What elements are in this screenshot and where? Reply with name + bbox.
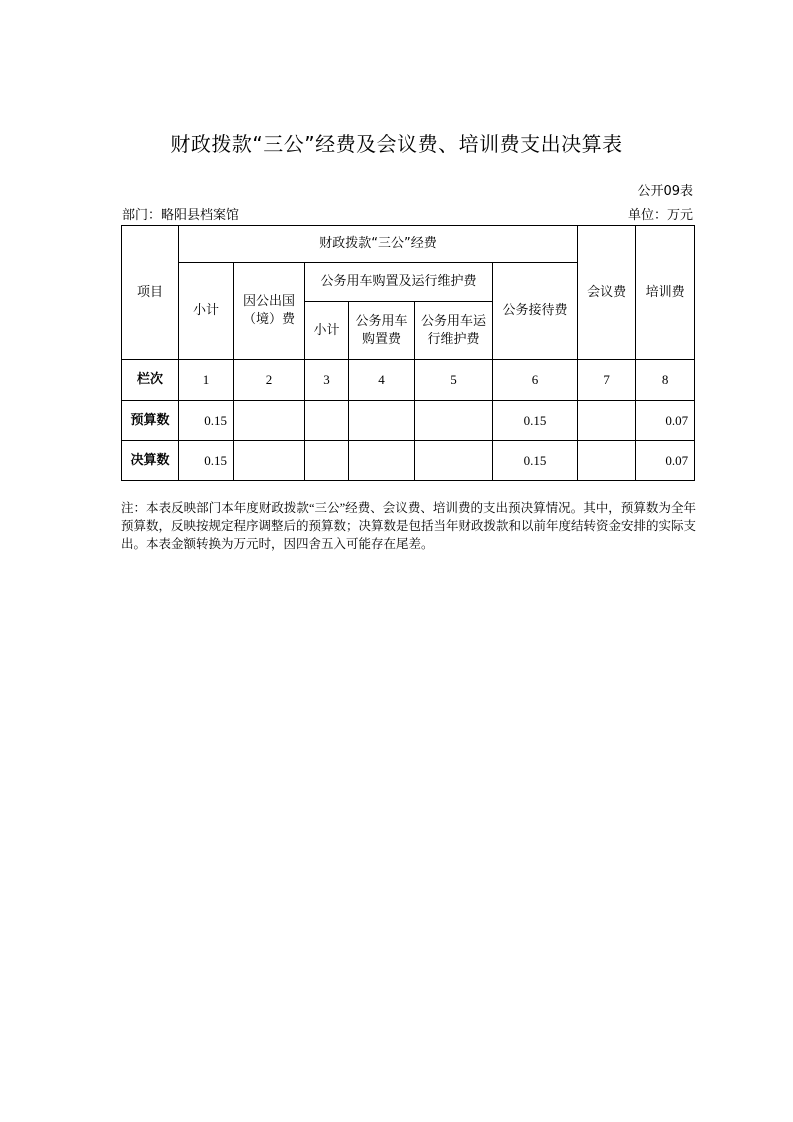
row-label: 决算数 xyxy=(122,441,179,481)
unit-label: 单位：万元 xyxy=(627,208,693,223)
header-item: 项目 xyxy=(122,226,179,360)
page-title: 财政拨款“三公”经费及会议费、培训费支出决算表 xyxy=(170,132,623,156)
table-cell xyxy=(234,401,305,441)
table-row xyxy=(122,441,695,481)
expenditure-table xyxy=(121,225,695,481)
column-number: 4 xyxy=(349,360,415,401)
header-abroad: 因公出国（境）费 xyxy=(234,263,305,360)
row-label: 预算数 xyxy=(122,401,179,441)
column-number: 1 xyxy=(179,360,234,401)
header-sangong: 财政拨款“三公”经费 xyxy=(179,226,578,263)
column-number: 2 xyxy=(234,360,305,401)
header-meeting: 会议费 xyxy=(578,226,636,360)
column-number: 3 xyxy=(305,360,349,401)
table-cell xyxy=(305,441,349,481)
table-cell: 0.15 xyxy=(493,441,578,481)
table-cell xyxy=(578,441,636,481)
header-subtotal: 小计 xyxy=(179,263,234,360)
header-vehicle-operation: 公务用车运行维护费 xyxy=(415,302,493,360)
table-cell xyxy=(578,401,636,441)
column-number: 5 xyxy=(415,360,493,401)
table-cell xyxy=(234,441,305,481)
table-cell xyxy=(415,441,493,481)
table-cell xyxy=(415,401,493,441)
table-cell xyxy=(349,401,415,441)
table-cell xyxy=(349,441,415,481)
table-row xyxy=(122,401,695,441)
header-vehicle-purchase: 公务用车购置费 xyxy=(349,302,415,360)
table-cell: 0.07 xyxy=(636,441,695,481)
table-cell: 0.15 xyxy=(179,401,234,441)
table-cell: 0.15 xyxy=(493,401,578,441)
column-number: 7 xyxy=(578,360,636,401)
department-label: 部门：略阳县档案馆 xyxy=(122,208,240,223)
header-reception: 公务接待费 xyxy=(493,263,578,360)
header-vehicle-subtotal: 小计 xyxy=(305,302,349,360)
column-number-label: 栏次 xyxy=(122,360,179,401)
table-cell xyxy=(305,401,349,441)
header-training: 培训费 xyxy=(636,226,695,360)
column-number: 8 xyxy=(636,360,695,401)
table-cell: 0.07 xyxy=(636,401,695,441)
form-number: 公开09表 xyxy=(637,184,693,199)
table-cell: 0.15 xyxy=(179,441,234,481)
footnote: 注：本表反映部门本年度财政拨款“三公”经费、会议费、培训费的支出预决算情况。其中，预算数为全年预算数，反映按规定程序调整后的预算数；决算数是包括当年财政拨款和以前年度结转资金安排的实际支出。本表金额转换为万元时，因四舍五入可能存在尾差。 xyxy=(121,501,697,551)
column-number: 6 xyxy=(493,360,578,401)
header-vehicle: 公务用车购置及运行维护费 xyxy=(305,263,493,302)
